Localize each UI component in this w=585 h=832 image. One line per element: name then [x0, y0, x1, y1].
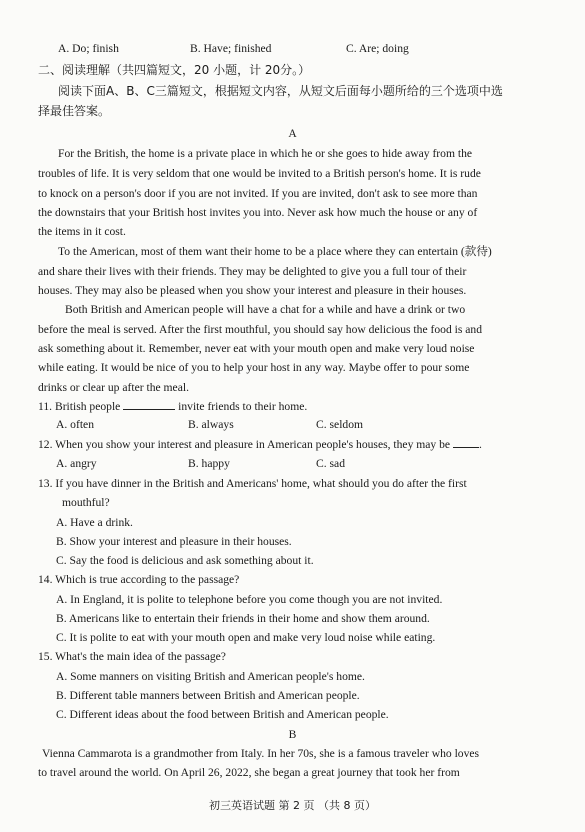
- passage-a-line: For the British, the home is a private place in which he or she goes to hide away from the: [58, 147, 473, 160]
- q14-option-b[interactable]: B. Americans like to entertain their friends in their home and show them around.: [56, 612, 430, 625]
- passage-a-letter: A: [288, 127, 297, 140]
- answer-blank[interactable]: [123, 399, 175, 410]
- question-13-stem-cont: mouthful?: [62, 496, 110, 509]
- section-heading: 二、阅读理解（共四篇短文，20 小题，计 20分。）: [38, 63, 311, 77]
- prev-option-a: A. Do; finish: [58, 42, 119, 55]
- page-footer: 初三英语试题 第 2 页 （共 8 页）: [209, 799, 376, 812]
- passage-a-line: drinks or clear up after the meal.: [38, 381, 189, 394]
- passage-a-line: Both British and American people will have a chat for a while and have a drink or two: [65, 303, 466, 316]
- answer-blank[interactable]: [453, 437, 479, 448]
- passage-a-line: ask something about it. Remember, never eat with your mouth open and make very loud noise: [38, 342, 475, 355]
- passage-a-line: and share their lives with their friends. They may be delighted to give you a full tour of their: [38, 265, 467, 278]
- question-14-stem: 14. Which is true according to the passage?: [38, 573, 240, 586]
- q13-option-c[interactable]: C. Say the food is delicious and ask something about it.: [56, 554, 314, 567]
- q15-option-b[interactable]: B. Different table manners between British and American people.: [56, 689, 360, 702]
- passage-a-line: before the meal is served. After the first mouthful, you should say how delicious the food is and: [38, 323, 483, 336]
- question-11-stem-pre: 11. British people: [38, 400, 121, 413]
- instruction-line-2: 择最佳答案。: [38, 104, 111, 118]
- q15-option-a[interactable]: A. Some manners on visiting British and American people's home.: [56, 670, 365, 683]
- question-13-stem: 13. If you have dinner in the British and Americans' home, what should you do after the first: [38, 477, 467, 490]
- q13-option-b[interactable]: B. Show your interest and pleasure in their houses.: [56, 535, 292, 548]
- passage-a-line: houses. They may also be pleased when you show your interest and pleasure in their houses.: [38, 284, 467, 297]
- question-12-stem-pre: 12. When you show your interest and pleasure in American people's houses, they may be: [38, 438, 451, 451]
- q11-option-c[interactable]: C. seldom: [316, 418, 364, 431]
- q14-option-a[interactable]: A. In England, it is polite to telephone before you come though you are not invited.: [56, 593, 443, 606]
- question-11-stem: [38, 399, 538, 414]
- passage-a-line: to knock on a person's door if you are not invited. If you are invited, don't ask to see more than: [38, 187, 478, 200]
- passage-a-line: the downstairs that your British host invites you into. Never ask how much the house or any of: [38, 206, 478, 219]
- q11-option-a[interactable]: A. often: [56, 418, 94, 431]
- passage-b-line: to travel around the world. On April 26, 2022, she began a great journey that took her from: [38, 766, 460, 779]
- q11-option-b[interactable]: B. always: [188, 418, 234, 431]
- q15-option-c[interactable]: C. Different ideas about the food between British and American people.: [56, 708, 389, 721]
- q12-option-a[interactable]: A. angry: [56, 457, 97, 470]
- passage-a-line: the items in it cost.: [38, 225, 126, 238]
- prev-option-b: B. Have; finished: [190, 42, 272, 55]
- instruction-line-1: 阅读下面A、B、C三篇短文，根据短文内容，从短文后面每小题所给的三个选项中选: [58, 84, 503, 98]
- passage-a-line: troubles of life. It is very seldom that one would be invited to a British person's home. It is rude: [38, 167, 481, 180]
- q14-option-c[interactable]: C. It is polite to eat with your mouth open and make very loud noise while eating.: [56, 631, 436, 644]
- question-12-stem-post: .: [478, 438, 482, 451]
- question-12-stem: [38, 437, 538, 452]
- question-11-stem-post: invite friends to their home.: [178, 400, 308, 413]
- passage-b-letter: B: [288, 728, 297, 741]
- passage-a-line: To the American, most of them want their home to be a place where they can entertain (款待): [58, 245, 492, 258]
- q12-option-c[interactable]: C. sad: [316, 457, 345, 470]
- passage-a-line: while eating. It would be nice of you to help your host in any way. Maybe offer to pour some: [38, 361, 470, 374]
- q13-option-a[interactable]: A. Have a drink.: [56, 516, 133, 529]
- passage-b-line: Vienna Cammarota is a grandmother from Italy. In her 70s, she is a famous traveler who loves: [42, 747, 480, 760]
- prev-option-c: C. Are; doing: [346, 42, 409, 55]
- question-15-stem: 15. What's the main idea of the passage?: [38, 650, 226, 663]
- q12-option-b[interactable]: B. happy: [188, 457, 230, 470]
